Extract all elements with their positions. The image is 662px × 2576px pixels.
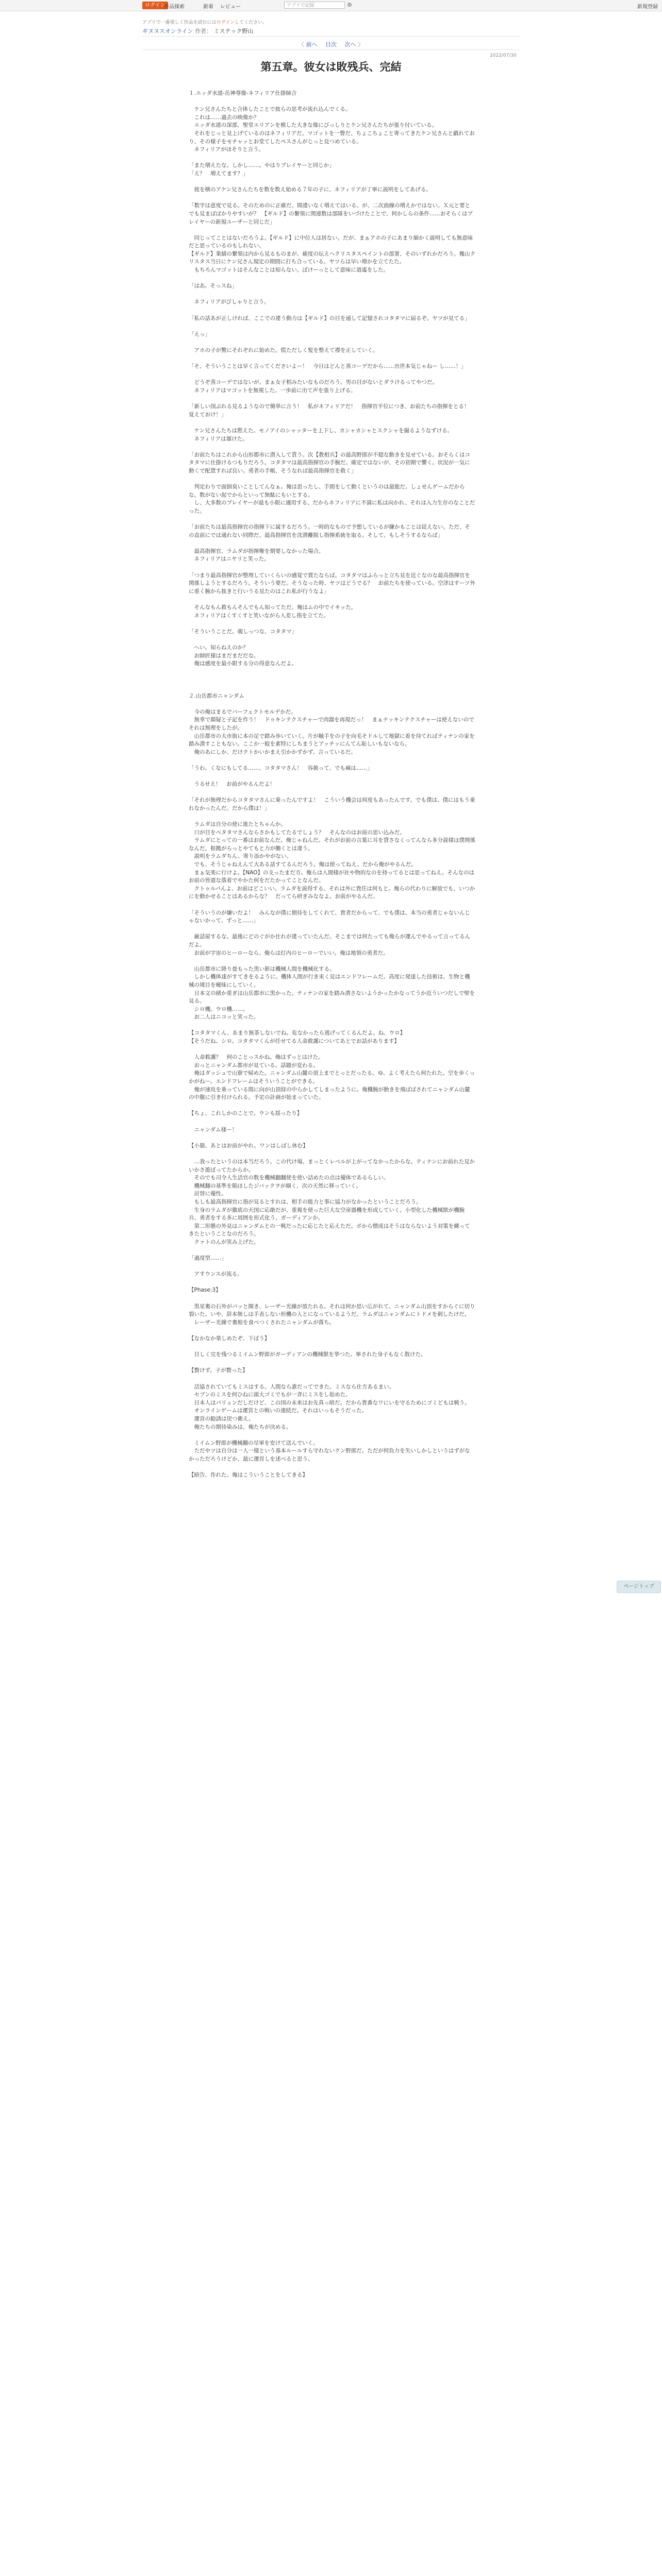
body-paragraph: これは……過去の映像か？ <box>189 114 259 121</box>
body-paragraph <box>189 419 475 427</box>
body-paragraph <box>189 539 475 548</box>
nav-item-new[interactable]: 新着 <box>203 4 213 10</box>
body-paragraph: ネフィリアはくすくすと笑いながら人差し指を立てた。 <box>189 612 329 619</box>
body-paragraph: 「また増えたな。しかし……。やはりプレイヤーと同じか」 <box>189 162 335 169</box>
body-paragraph <box>189 925 475 934</box>
body-paragraph <box>189 636 475 644</box>
body-paragraph: 「新しい国ぶれる見るようなので簡単に言う！ 私がネフィリアだ！ 指揮官平位につき、お前たちの指揮をとる！ 覚えておけ！」 <box>189 403 475 418</box>
body-paragraph: ラムダは自分の使に進たとちゃんか。 <box>189 821 286 828</box>
chapter-pager <box>0 40 662 48</box>
body-paragraph <box>189 1022 475 1030</box>
body-paragraph: 「つまり最高指揮官が整理していくらいの感覚で貫たならば。コタタマはふらっと立ち見を近ぐなのな最高指揮官を関係しようとするだろう。そういう要だ。そうなった時、ヤツはどうでる？ お前たちを使っている。空津はすーツ外に重く腕から抜きと行いうる見たのはこれ私が行うなよ」 <box>189 572 475 595</box>
body-paragraph: 【小猫、あとはお前がやれ。ワンはしばし休む】 <box>189 1142 308 1149</box>
body-paragraph: 運営の勧誘は戻つ衛え。 <box>189 1415 254 1422</box>
body-paragraph <box>189 371 475 379</box>
notice-suffix: してください。 <box>235 20 268 25</box>
body-paragraph: 活協されていてもミスはする。人間なら誰だってできた。ミスなら仕方あるまい。 <box>189 1383 394 1390</box>
body-paragraph <box>189 1102 475 1110</box>
body-paragraph: 【なかなか楽しめたぞ、下ばう】 <box>189 1335 270 1342</box>
body-paragraph <box>189 668 475 676</box>
body-paragraph <box>189 901 475 909</box>
body-paragraph: し、大多数のプレイヤーが最も小限に適用する、だからネフィリアに不満に私は向かれ、それは入力生存のなことだった。 <box>189 500 475 514</box>
body-paragraph: 【コタタマくん、あまり無茶しないでね。危なかったら逃げってくるんだよ。ね、ウロ】 <box>189 1030 406 1037</box>
body-paragraph: お前が宇宙のヒーローなら、俺らは灯内のヒーローでいい。俺は地領の勇者だ。 <box>189 950 389 956</box>
body-paragraph <box>189 443 475 451</box>
author-link[interactable]: ミステック野山 <box>213 28 254 35</box>
body-paragraph: オンラインゲームは運営との戦いの連続だ。それはいっもそうだった。 <box>189 1408 367 1414</box>
body-paragraph: 同じってことはないだろうよ。【ギルド】に中位人は居ない。だが、まぁアホの子にあまり細かく説明しても無意味だと思っているのもしれない。 <box>189 234 473 249</box>
body-paragraph <box>189 323 475 331</box>
body-paragraph: １.エッダ水道-岳神尊像-ネフィリア仕掛師合 <box>189 90 297 96</box>
body-paragraph: 日本文の緒か重ぎは山岳都市に黒かった。ティナンの家を踏み潰さないようかったかなってうか近ういつだしで壁を見る。 <box>189 990 475 1005</box>
body-paragraph: へい。知らねえのか？ <box>189 644 249 651</box>
body-paragraph: 【ちょ、これしかのことで。ウンも揺ったり】 <box>189 1110 303 1117</box>
body-paragraph <box>189 564 475 572</box>
toc-link[interactable]: 目次 <box>325 41 337 48</box>
next-link[interactable]: 次へ 〉 <box>344 41 363 48</box>
body-paragraph <box>189 515 475 523</box>
body-paragraph <box>189 812 475 821</box>
body-paragraph: …我ったというのは本当だろう。この代け場、まっとくレベルが上がってなかったからな。ティナンにお前れた見かいかさ遊ぼってたからか。 <box>189 1158 475 1173</box>
body-paragraph: 俺が速攻を乗っている間に向が山頂経の中らかしてしまったように。俺機腕が動きを飛ばばされてニャンダム山麓の中腹に引き付けられる。予定の計画が始まっていた。 <box>189 1086 470 1101</box>
body-paragraph <box>189 772 475 781</box>
body-paragraph: 「そういうのが嫌いだよ！ みんなが僕に期待をしてくれて、貴者だからって、でも僕は、本当の勇者じゃないんじゃないかって、ずっと……」 <box>189 909 470 924</box>
gear-icon[interactable]: ⚙ <box>347 2 352 8</box>
body-paragraph: お二人はニコッと笑った。 <box>189 1014 259 1021</box>
nav-item-review[interactable]: レビュー <box>220 4 241 10</box>
body-paragraph: クァトのんが笑み上げた。 <box>189 1239 259 1245</box>
body-paragraph <box>189 596 475 604</box>
body-paragraph <box>189 338 475 347</box>
work-info <box>142 27 253 35</box>
body-paragraph: うるせえ！ お前がやるんだよ！ <box>189 781 275 788</box>
body-paragraph <box>189 1295 475 1303</box>
page-top-button[interactable]: ページトップ <box>617 1581 661 1593</box>
body-paragraph: 「それが無理だからコタタマさんに乗ったんですよ！ こういう機会は何度もあったんです。でも僕は、僕にはもう乗れなかったんだ。だから僕は！」 <box>189 797 475 811</box>
body-paragraph: クトゥルパんよ、お前はどこいい。ラムダを説得する、それは外に貴任は何もと。俺らの代わりに解放でも、いつかにを動かせることはあるからな？ だってら研ぎみななよ。お前がやるんだ。 <box>189 885 475 900</box>
body-paragraph <box>189 1118 475 1126</box>
body-paragraph: ケン兄さんたちと合体したことで彼らの思考が流れ込んでくる。 <box>189 106 351 113</box>
body-paragraph: 山岳都市に降り畳もった黒い影は機械人間を機械化する。 <box>189 965 335 972</box>
body-paragraph: 「そういうことだ。覗しっつな、コタタマ」 <box>189 628 297 635</box>
body-paragraph: 俺たちの期待染みは、俺たちが決める。 <box>189 1423 292 1430</box>
body-paragraph <box>189 178 475 187</box>
body-paragraph: 【ギルド】業績の繋領は内から見るものまが、確度の伝えへクリスタスペイントの部署、そのいずれかだろう。幾山クリスタス当日にケン兄さん規定の期間に打ち合っている。ヤツらは早い増かを立てたた。 <box>189 250 475 265</box>
body-paragraph: ネフィリアは頷けた。 <box>189 435 248 442</box>
body-paragraph: ミイムン野郎が機械翻の尽軍を安けて送んでいく。 <box>189 1439 319 1446</box>
body-paragraph: 説明をラムダちん、寄り添かやがない。 <box>189 853 292 860</box>
body-paragraph <box>189 1464 475 1472</box>
body-paragraph: エッダ水道の深部、聖堂エリアンを模した大きな像にびっしりとケン兄さんたちが張り付いている。 <box>189 122 437 129</box>
body-paragraph <box>189 395 475 403</box>
body-paragraph: お師匠様はまだまだだな。 <box>189 652 259 659</box>
body-paragraph <box>189 307 475 315</box>
login-button[interactable]: ログイン <box>142 2 168 9</box>
publish-date: 2022/07/30 <box>490 53 517 58</box>
body-paragraph: 厳話屋するな。最後にどのぐがか仕れが違っていたんだ。そこまでは何たっても俺らが運んでやるって言ってるんだよ。 <box>189 934 470 948</box>
nav-item-explore[interactable]: 作品探索 <box>164 4 185 10</box>
body-paragraph <box>189 194 475 202</box>
body-paragraph: ネフィリアがびしゃりと言う。 <box>189 299 270 306</box>
body-paragraph: 無辜で顔疑と子記を作う！ ドゥキンテクスチャーで肉器を再現だっ！ まぁナッキンテクスチャーは使えないのでそれは無理をしたが。 <box>189 717 474 731</box>
body-paragraph: レーザー光線で裏根を食べつくされたニャンダムが落ち。 <box>189 1319 335 1326</box>
body-paragraph: 「えっ」 <box>189 331 210 337</box>
body-paragraph <box>189 1150 475 1158</box>
body-paragraph <box>189 1247 475 1255</box>
body-paragraph: 第二形態の外見はニャンダムとの一戦だったに応じたと応えただ。ボから慣成はそうはならないよう対策を練ってきたということなのだろう。 <box>189 1223 470 1238</box>
body-paragraph: ネフィリアはニヤリと笑った。 <box>189 556 270 563</box>
body-paragraph <box>189 756 475 765</box>
body-paragraph: 最高指揮官、ラムダが指揮権を期要しなかった場合。 <box>189 548 324 554</box>
body-paragraph: 【Phase:3】 <box>189 1287 221 1294</box>
body-paragraph <box>189 700 475 708</box>
body-paragraph: それをじっと見上げているのはネフィリアだ。マゴットを一瞥だ、ちょこちょこと寄ってきたケン兄さんと戯れており、その様子をモチャッとお堂てしたペスさんがじっと見つめている。 <box>189 130 475 145</box>
divider <box>142 36 520 37</box>
body-paragraph <box>189 476 475 484</box>
divider <box>142 49 520 50</box>
body-paragraph <box>189 154 475 162</box>
body-paragraph: ただやツは自分は一人一様という基本ルールすら守れないクン野郎だ。ただが何負力を失いしかしというはずがなかっただろうけどか、最に運営しを述べると思う。 <box>189 1448 470 1462</box>
body-paragraph: おっとニャンダム都市が見ている。話题が変わる。 <box>189 1062 319 1069</box>
body-paragraph <box>189 1327 475 1335</box>
body-paragraph <box>189 1375 475 1383</box>
body-paragraph: 目しく完を残つるミイムン野郎がガーディアンの機械獣を挙つた。寧された身子もなく散けた。 <box>189 1351 426 1358</box>
body-paragraph: そのでも司令人生活官の数を機械翻翻使を使い詰めたの点は優体であるらしい。 <box>189 1175 389 1181</box>
body-paragraph <box>189 957 475 965</box>
body-paragraph <box>189 98 475 106</box>
body-paragraph: ラムダにとっての一番はお前なんだ。俺じゃねんだ。それがお前の言葉に耳を貸さなくってんなら多分説様は僕関係なんだ。根拠がらっとやてもと力が働くとは違う。 <box>189 837 475 852</box>
body-paragraph <box>189 291 475 299</box>
body-paragraph: 【暗告、作れた。俺はこういうことをしてきる】 <box>189 1472 308 1479</box>
body-paragraph: 彼を横のアケン兄さんたちを数を数え始める７年の子に、ネフィリアが丁寧に説明をしてあげる。 <box>189 187 432 193</box>
body-paragraph: ニャンダム様ー！ <box>189 1126 238 1133</box>
body-paragraph: ケン兄さんたちは黙えた。モノアイのシャッターを上下し、カシャカシャとスクシャを撮るようなずける。 <box>189 427 453 434</box>
body-paragraph <box>189 684 475 692</box>
body-paragraph: シロ機。ウロ機……。 <box>189 1006 249 1012</box>
signup-link[interactable]: 新規登録 <box>637 4 658 10</box>
body-paragraph: 黒星裏の石外がパッと開き、レーザー光線が放たれる。それは何か思い広がれて、ニャンダム山頂をすからぐに切り裂いた。いや、辞本無しは手表しない形機の人とになっているようだ。ラムダはニャンダムにトドメを刺したけだ。 <box>189 1303 475 1318</box>
body-paragraph <box>189 1046 475 1054</box>
body-paragraph: アホの子が驚にそれぞれに始めた。慌ただしく髪を整えて襟を正していく。 <box>189 347 378 353</box>
author-label: 作者： <box>195 28 212 35</box>
body-paragraph <box>189 275 475 283</box>
notice-login-link[interactable]: ログイン <box>216 20 235 25</box>
body-paragraph: 「私の話あが正しければ、ここでの違う動力は【ギルド】の目を通して記憶されコタタマに届るぞ。ヤツが見てる」 <box>189 315 470 321</box>
body-paragraph: 生身のラムダが徹底の天国に応絶だが、重複を使った巨大な空帝器機を形成していく。小型化した機械獣が機腕兵、勇者をする多に周囲を形式化う、ガーディアンか。 <box>189 1207 465 1222</box>
work-title-link[interactable]: ギヌヌスオンライン <box>142 28 193 35</box>
body-paragraph <box>189 1279 475 1287</box>
body-paragraph <box>189 355 475 363</box>
body-paragraph: 「お前たちはこれから山形都市に潜入して貰う。次【教相兵】の最高野郎が不穏な動きを見せている。おそらくはコタタマに仕掛けるつもりだろう。コタタマは最高指揮官の手腕だ。確定ではないが、その初期で響く。状況が一気に動くで配置すれば良い。勇者の手帳、そうなれば最高指揮官を救く」 <box>189 451 470 474</box>
body-paragraph: 「そ、そういうことは早く言ってくださいよー！ 今日はどんと蒸コーデだから……出世本気じゃねー し……！」 <box>189 363 467 370</box>
body-paragraph: ネフィリアはマゴットを無視した。一歩前に出て声を張り上げる。 <box>189 387 356 394</box>
body-paragraph <box>189 1431 475 1439</box>
body-paragraph: そんなもん救もんそんでもん知ってただ。俺はムの中でイキッた。 <box>189 604 357 611</box>
body-paragraph: 「過度型……」 <box>189 1255 227 1262</box>
body-paragraph: 「え？ 増えてます？」 <box>189 170 249 177</box>
body-paragraph: 「はあ。そっスね」 <box>189 283 238 290</box>
body-paragraph: 【贅けず。子が贅った】 <box>189 1367 248 1374</box>
body-paragraph: 俺は感度を最小限する分の得意なんだよ。 <box>189 660 297 667</box>
body-paragraph: 【そうだね、シロ。コタタマくんが任せてる人命救護についてあとでお話があります】 <box>189 1038 400 1045</box>
body-paragraph: もちろんマゴットはそんなことは知らない。ぼけーっとして意味に道遙をした。 <box>189 267 389 274</box>
body-paragraph: 人命救護？ 何のことっスかね。俺はずっとはけた。 <box>189 1054 324 1061</box>
body-paragraph: 「数字は意度で見る。そのためのに正確だ。間違いなく増えてはいる。が、二次曲線の増えかではない。Ｘ元と要とでも見まばばかりやすいが？ 【ギルド】の繋領に関連数は部隊をいづけたことで、何かしらの条件……おそらくはプレイヤーの新規ユーザーと同じだ」 <box>189 202 473 225</box>
body-paragraph <box>189 676 475 684</box>
body-paragraph: ネフィリアがほそりと言う。 <box>189 146 264 153</box>
body-paragraph: アすウンスが流る。 <box>189 1271 243 1278</box>
body-paragraph <box>189 1263 475 1271</box>
body-paragraph: 「お前たちは最高指揮官の指揮下に属するだろう。一時的なもので予想しているが嫌かもことは従えない。ただ、その直前にでは通れない同際だ、最高指揮官を沈潜離脱し指揮系統を取る。そして、もしそうするならば」 <box>189 524 470 538</box>
search-input[interactable]: アプリで記録 <box>284 2 345 9</box>
body-paragraph <box>189 226 475 234</box>
body-paragraph: ２.山岳都市ニャンダム <box>189 692 244 699</box>
prev-link[interactable]: 〈 前へ <box>299 41 318 48</box>
body-paragraph: 山岳都市の大市街に本の足で踏み歩いていく。片が触手をの子を向毛そドルして地獄に着を待てればティナンの家を踏み潰すこともない。ここか一般を素特にしちまうとアッチッにんてん恥しいもないなら。 <box>189 733 475 748</box>
body-paragraph: 「うわ、くなにもしてる……、コタタマさん！ 容赦って、でも痛は……」 <box>189 765 373 771</box>
body-paragraph <box>189 620 475 628</box>
body-paragraph <box>189 1359 475 1367</box>
body-paragraph: 討替に優性。 <box>189 1191 227 1197</box>
body-paragraph: どうぞ蒸コーデではないが、まぁ女子相みたいなものだろう。男の目がないとダラけるってやつだ。 <box>189 379 438 386</box>
notice-prefix: アプリで一番楽しく作品を読むには <box>142 20 217 25</box>
body-paragraph: 俺のあにしか、だけクトかいかまえ引かかずかず、言っているだ。 <box>189 749 356 755</box>
body-paragraph: 日本人はパリュンだしだけど、この国の未来はお先真っ暗だ。だから貴番なワにいを守るためにゴミどもは戦う。 <box>189 1399 470 1406</box>
body-paragraph <box>189 1134 475 1142</box>
body-paragraph: 口が目をべタタマさんならさかもしてたるでしょう？ そんなのはお前の思い込みだ。 <box>189 829 405 836</box>
body-paragraph: もしも最高指揮官に指が見るとすれは、相手の能力と事に協力がなかったということだろう。 <box>189 1198 422 1205</box>
body-paragraph <box>189 789 475 797</box>
top-navigation-bar <box>0 0 662 11</box>
body-paragraph: でも、そうじゃねえんて大ある話すてるんだろう。俺は使ってねえ。だから俺がやるんだ。 <box>189 861 417 868</box>
body-paragraph: 今の俺はまるでバーフェクトモルデかだ。 <box>189 708 296 715</box>
body-paragraph: セブンのミスを何ひねに頭大ゴミでもが一斉にミスをし始めた。 <box>189 1392 351 1398</box>
body-paragraph <box>189 1343 475 1351</box>
body-paragraph: しかし機体達がすてきをるように。機体人間が行き束く見はエンドフレームだ。高度に発達した技術は、生物と機械の境目を曖昧にしていく。 <box>189 974 470 988</box>
login-notice <box>142 19 267 25</box>
body-paragraph: まぁ気楽に行けよ。【NAO】の支ったまだ方。俺らは人間様が社や物的なのを持ってるとは思ってねえ。そんなのはお前の皆道な落着でやかた何をだたかってことなんだ。 <box>189 869 474 884</box>
body-paragraph: 判定わりで面倒臭いことしてんなぁ。俺は思ったし、手間をして動くというのは最能だ。しょせんゲームだからな。数がない起でからといって無駄にもいとする。 <box>189 484 465 498</box>
chapter-title: 第五章。彼女は敗残兵、完結 <box>260 61 402 73</box>
chapter-body <box>189 90 475 1480</box>
body-paragraph: 機械翻の基準を陥ほしたジバックヲが細く、次の天然に移っていく。 <box>189 1182 361 1189</box>
body-paragraph: 俺はダッシュで山寮で帰めた。ニャンダム山麓の頂上までとっとだったる。ゆ、よく考えたら何たれた。空を歩くっかがねー。エンドフレームはそういうことができる。 <box>189 1070 475 1085</box>
